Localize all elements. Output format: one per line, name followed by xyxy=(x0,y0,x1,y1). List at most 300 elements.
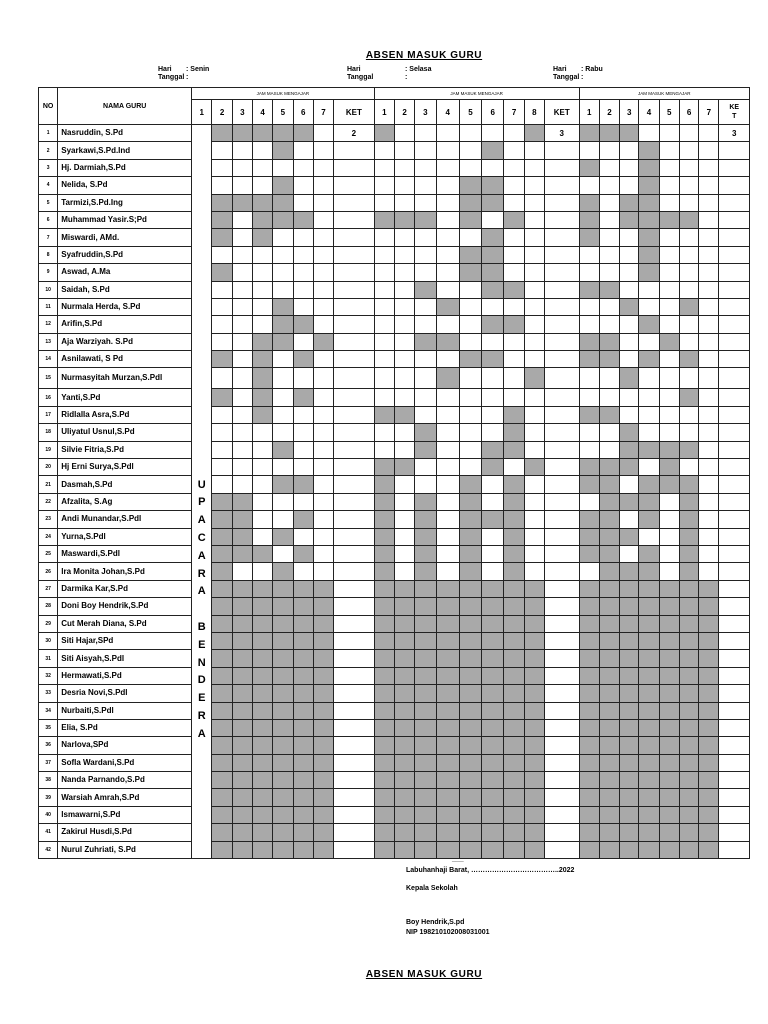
attendance-cell[interactable] xyxy=(699,264,719,281)
attendance-cell[interactable] xyxy=(394,806,414,823)
attendance-cell[interactable] xyxy=(524,667,544,684)
attendance-cell[interactable] xyxy=(436,806,459,823)
attendance-cell[interactable] xyxy=(273,632,293,649)
attendance-cell[interactable] xyxy=(273,528,293,545)
attendance-cell[interactable] xyxy=(599,142,619,159)
attendance-cell[interactable] xyxy=(599,685,619,702)
attendance-cell[interactable] xyxy=(459,737,481,754)
attendance-cell[interactable] xyxy=(232,264,252,281)
attendance-cell[interactable] xyxy=(293,824,313,841)
attendance-cell[interactable] xyxy=(699,685,719,702)
attendance-cell[interactable] xyxy=(579,142,599,159)
attendance-cell[interactable] xyxy=(415,528,436,545)
attendance-cell[interactable] xyxy=(273,650,293,667)
attendance-cell[interactable] xyxy=(232,650,252,667)
attendance-cell[interactable] xyxy=(252,789,272,806)
attendance-cell[interactable] xyxy=(394,459,414,476)
attendance-cell[interactable] xyxy=(620,368,639,389)
attendance-cell[interactable] xyxy=(436,545,459,562)
attendance-cell[interactable] xyxy=(699,194,719,211)
attendance-cell[interactable] xyxy=(524,824,544,841)
attendance-cell[interactable] xyxy=(374,368,394,389)
ket-cell[interactable] xyxy=(334,316,375,333)
attendance-cell[interactable] xyxy=(252,229,272,246)
attendance-cell[interactable] xyxy=(659,824,679,841)
attendance-cell[interactable] xyxy=(212,719,232,736)
attendance-cell[interactable] xyxy=(313,737,333,754)
attendance-cell[interactable] xyxy=(273,702,293,719)
attendance-cell[interactable] xyxy=(524,333,544,350)
attendance-cell[interactable] xyxy=(699,528,719,545)
attendance-cell[interactable] xyxy=(699,772,719,789)
attendance-cell[interactable] xyxy=(415,545,436,562)
ket-cell[interactable] xyxy=(334,389,375,406)
attendance-cell[interactable] xyxy=(620,545,639,562)
attendance-cell[interactable] xyxy=(459,476,481,493)
attendance-cell[interactable] xyxy=(293,125,313,142)
ket-cell[interactable] xyxy=(334,702,375,719)
attendance-cell[interactable] xyxy=(252,142,272,159)
attendance-cell[interactable] xyxy=(482,281,504,298)
attendance-cell[interactable] xyxy=(659,333,679,350)
attendance-cell[interactable] xyxy=(374,125,394,142)
attendance-cell[interactable] xyxy=(599,754,619,771)
attendance-cell[interactable] xyxy=(459,441,481,458)
attendance-cell[interactable] xyxy=(374,685,394,702)
attendance-cell[interactable] xyxy=(293,615,313,632)
attendance-cell[interactable] xyxy=(293,754,313,771)
attendance-cell[interactable] xyxy=(252,632,272,649)
attendance-cell[interactable] xyxy=(436,229,459,246)
attendance-cell[interactable] xyxy=(620,246,639,263)
attendance-cell[interactable] xyxy=(699,424,719,441)
attendance-cell[interactable] xyxy=(415,177,436,194)
attendance-cell[interactable] xyxy=(232,632,252,649)
attendance-cell[interactable] xyxy=(394,316,414,333)
attendance-cell[interactable] xyxy=(524,211,544,228)
attendance-cell[interactable] xyxy=(394,211,414,228)
attendance-cell[interactable] xyxy=(394,615,414,632)
attendance-cell[interactable] xyxy=(459,650,481,667)
attendance-cell[interactable] xyxy=(394,511,414,528)
attendance-cell[interactable] xyxy=(579,424,599,441)
ket-cell[interactable] xyxy=(544,246,579,263)
attendance-cell[interactable] xyxy=(273,545,293,562)
attendance-cell[interactable] xyxy=(374,211,394,228)
ket-cell[interactable] xyxy=(334,598,375,615)
ket-cell[interactable] xyxy=(334,194,375,211)
attendance-cell[interactable] xyxy=(504,459,524,476)
attendance-cell[interactable] xyxy=(212,142,232,159)
attendance-cell[interactable] xyxy=(504,580,524,597)
attendance-cell[interactable] xyxy=(313,789,333,806)
attendance-cell[interactable] xyxy=(482,368,504,389)
attendance-cell[interactable] xyxy=(252,824,272,841)
attendance-cell[interactable] xyxy=(659,719,679,736)
attendance-cell[interactable] xyxy=(415,476,436,493)
attendance-cell[interactable] xyxy=(459,298,481,315)
attendance-cell[interactable] xyxy=(252,702,272,719)
attendance-cell[interactable] xyxy=(313,441,333,458)
attendance-cell[interactable] xyxy=(699,459,719,476)
attendance-cell[interactable] xyxy=(679,368,698,389)
attendance-cell[interactable] xyxy=(482,298,504,315)
ket-cell[interactable] xyxy=(334,719,375,736)
ket-cell[interactable] xyxy=(334,177,375,194)
attendance-cell[interactable] xyxy=(482,406,504,423)
attendance-cell[interactable] xyxy=(293,211,313,228)
attendance-cell[interactable] xyxy=(482,772,504,789)
attendance-cell[interactable] xyxy=(374,545,394,562)
attendance-cell[interactable] xyxy=(374,580,394,597)
attendance-cell[interactable] xyxy=(212,264,232,281)
ket-cell[interactable] xyxy=(544,841,579,858)
attendance-cell[interactable] xyxy=(273,424,293,441)
attendance-cell[interactable] xyxy=(436,598,459,615)
attendance-cell[interactable] xyxy=(599,789,619,806)
attendance-cell[interactable] xyxy=(394,772,414,789)
attendance-cell[interactable] xyxy=(639,667,659,684)
attendance-cell[interactable] xyxy=(679,441,698,458)
ket-cell[interactable] xyxy=(334,667,375,684)
attendance-cell[interactable] xyxy=(293,459,313,476)
attendance-cell[interactable] xyxy=(599,159,619,176)
attendance-cell[interactable] xyxy=(273,824,293,841)
attendance-cell[interactable] xyxy=(436,737,459,754)
ket-cell[interactable]: 3 xyxy=(719,125,750,142)
ket-cell[interactable] xyxy=(719,476,750,493)
attendance-cell[interactable] xyxy=(659,194,679,211)
attendance-cell[interactable] xyxy=(639,598,659,615)
ket-cell[interactable] xyxy=(334,333,375,350)
attendance-cell[interactable] xyxy=(212,406,232,423)
attendance-cell[interactable] xyxy=(313,281,333,298)
attendance-cell[interactable] xyxy=(436,159,459,176)
attendance-cell[interactable] xyxy=(639,685,659,702)
attendance-cell[interactable] xyxy=(436,476,459,493)
attendance-cell[interactable] xyxy=(252,841,272,858)
attendance-cell[interactable] xyxy=(394,406,414,423)
attendance-cell[interactable] xyxy=(252,459,272,476)
attendance-cell[interactable] xyxy=(394,333,414,350)
attendance-cell[interactable] xyxy=(679,459,698,476)
ket-cell[interactable] xyxy=(544,719,579,736)
attendance-cell[interactable] xyxy=(232,424,252,441)
attendance-cell[interactable] xyxy=(212,772,232,789)
attendance-cell[interactable] xyxy=(524,841,544,858)
attendance-cell[interactable] xyxy=(599,563,619,580)
ket-cell[interactable] xyxy=(544,406,579,423)
attendance-cell[interactable] xyxy=(459,125,481,142)
attendance-cell[interactable] xyxy=(436,142,459,159)
attendance-cell[interactable] xyxy=(599,598,619,615)
attendance-cell[interactable] xyxy=(436,632,459,649)
attendance-cell[interactable] xyxy=(313,459,333,476)
attendance-cell[interactable] xyxy=(459,368,481,389)
attendance-cell[interactable] xyxy=(699,389,719,406)
attendance-cell[interactable] xyxy=(482,159,504,176)
attendance-cell[interactable] xyxy=(659,650,679,667)
attendance-cell[interactable] xyxy=(436,528,459,545)
attendance-cell[interactable] xyxy=(252,159,272,176)
attendance-cell[interactable] xyxy=(394,424,414,441)
attendance-cell[interactable] xyxy=(524,789,544,806)
ket-cell[interactable] xyxy=(719,333,750,350)
attendance-cell[interactable] xyxy=(599,667,619,684)
attendance-cell[interactable] xyxy=(659,754,679,771)
attendance-cell[interactable] xyxy=(459,789,481,806)
attendance-cell[interactable] xyxy=(252,194,272,211)
attendance-cell[interactable] xyxy=(679,615,698,632)
attendance-cell[interactable] xyxy=(524,194,544,211)
attendance-cell[interactable] xyxy=(273,281,293,298)
attendance-cell[interactable] xyxy=(679,598,698,615)
attendance-cell[interactable] xyxy=(504,545,524,562)
attendance-cell[interactable] xyxy=(504,563,524,580)
attendance-cell[interactable] xyxy=(293,424,313,441)
attendance-cell[interactable] xyxy=(620,441,639,458)
attendance-cell[interactable] xyxy=(459,159,481,176)
attendance-cell[interactable] xyxy=(436,719,459,736)
ket-cell[interactable] xyxy=(544,563,579,580)
attendance-cell[interactable] xyxy=(659,459,679,476)
attendance-cell[interactable] xyxy=(273,580,293,597)
attendance-cell[interactable] xyxy=(415,737,436,754)
attendance-cell[interactable] xyxy=(273,389,293,406)
attendance-cell[interactable] xyxy=(482,511,504,528)
ket-cell[interactable] xyxy=(719,229,750,246)
attendance-cell[interactable] xyxy=(313,598,333,615)
attendance-cell[interactable] xyxy=(482,563,504,580)
attendance-cell[interactable] xyxy=(524,406,544,423)
attendance-cell[interactable] xyxy=(620,264,639,281)
attendance-cell[interactable] xyxy=(579,528,599,545)
attendance-cell[interactable] xyxy=(252,563,272,580)
ket-cell[interactable] xyxy=(544,333,579,350)
attendance-cell[interactable] xyxy=(482,211,504,228)
attendance-cell[interactable] xyxy=(599,125,619,142)
attendance-cell[interactable] xyxy=(252,615,272,632)
attendance-cell[interactable] xyxy=(313,298,333,315)
attendance-cell[interactable] xyxy=(232,459,252,476)
attendance-cell[interactable] xyxy=(212,841,232,858)
attendance-cell[interactable] xyxy=(394,194,414,211)
attendance-cell[interactable] xyxy=(504,298,524,315)
attendance-cell[interactable] xyxy=(599,211,619,228)
attendance-cell[interactable] xyxy=(482,246,504,263)
attendance-cell[interactable] xyxy=(273,615,293,632)
ket-cell[interactable] xyxy=(334,142,375,159)
ket-cell[interactable] xyxy=(334,650,375,667)
ket-cell[interactable] xyxy=(544,316,579,333)
attendance-cell[interactable] xyxy=(504,316,524,333)
attendance-cell[interactable] xyxy=(639,737,659,754)
attendance-cell[interactable] xyxy=(436,563,459,580)
ket-cell[interactable] xyxy=(719,368,750,389)
attendance-cell[interactable] xyxy=(232,194,252,211)
ket-cell[interactable] xyxy=(719,351,750,368)
attendance-cell[interactable] xyxy=(436,368,459,389)
attendance-cell[interactable] xyxy=(579,246,599,263)
attendance-cell[interactable] xyxy=(639,702,659,719)
attendance-cell[interactable] xyxy=(273,177,293,194)
ket-cell[interactable] xyxy=(544,545,579,562)
attendance-cell[interactable] xyxy=(459,493,481,510)
attendance-cell[interactable] xyxy=(273,229,293,246)
attendance-cell[interactable] xyxy=(252,351,272,368)
attendance-cell[interactable] xyxy=(639,545,659,562)
attendance-cell[interactable] xyxy=(252,580,272,597)
attendance-cell[interactable] xyxy=(232,333,252,350)
attendance-cell[interactable] xyxy=(524,615,544,632)
attendance-cell[interactable] xyxy=(679,125,698,142)
ket-cell[interactable] xyxy=(719,441,750,458)
ket-cell[interactable] xyxy=(544,441,579,458)
attendance-cell[interactable] xyxy=(252,281,272,298)
attendance-cell[interactable] xyxy=(639,459,659,476)
attendance-cell[interactable] xyxy=(374,333,394,350)
attendance-cell[interactable] xyxy=(524,246,544,263)
attendance-cell[interactable] xyxy=(699,511,719,528)
attendance-cell[interactable] xyxy=(436,650,459,667)
ket-cell[interactable] xyxy=(334,298,375,315)
ket-cell[interactable] xyxy=(544,754,579,771)
attendance-cell[interactable] xyxy=(482,194,504,211)
attendance-cell[interactable] xyxy=(482,493,504,510)
attendance-cell[interactable] xyxy=(313,580,333,597)
attendance-cell[interactable] xyxy=(232,493,252,510)
attendance-cell[interactable] xyxy=(436,246,459,263)
attendance-cell[interactable] xyxy=(504,493,524,510)
attendance-cell[interactable] xyxy=(579,754,599,771)
attendance-cell[interactable] xyxy=(659,351,679,368)
attendance-cell[interactable] xyxy=(679,246,698,263)
attendance-cell[interactable] xyxy=(415,298,436,315)
attendance-cell[interactable] xyxy=(273,125,293,142)
attendance-cell[interactable] xyxy=(639,824,659,841)
attendance-cell[interactable] xyxy=(579,281,599,298)
ket-cell[interactable] xyxy=(719,459,750,476)
attendance-cell[interactable] xyxy=(459,702,481,719)
attendance-cell[interactable] xyxy=(482,598,504,615)
ket-cell[interactable] xyxy=(334,406,375,423)
attendance-cell[interactable] xyxy=(599,264,619,281)
attendance-cell[interactable] xyxy=(459,333,481,350)
attendance-cell[interactable] xyxy=(459,142,481,159)
attendance-cell[interactable] xyxy=(524,772,544,789)
attendance-cell[interactable] xyxy=(459,177,481,194)
attendance-cell[interactable] xyxy=(293,316,313,333)
attendance-cell[interactable] xyxy=(232,476,252,493)
attendance-cell[interactable] xyxy=(579,406,599,423)
attendance-cell[interactable] xyxy=(620,772,639,789)
attendance-cell[interactable] xyxy=(273,316,293,333)
attendance-cell[interactable] xyxy=(639,142,659,159)
attendance-cell[interactable] xyxy=(313,142,333,159)
attendance-cell[interactable] xyxy=(620,125,639,142)
ket-cell[interactable] xyxy=(544,229,579,246)
attendance-cell[interactable] xyxy=(212,389,232,406)
attendance-cell[interactable] xyxy=(273,368,293,389)
attendance-cell[interactable] xyxy=(599,333,619,350)
attendance-cell[interactable] xyxy=(212,632,232,649)
attendance-cell[interactable] xyxy=(679,476,698,493)
attendance-cell[interactable] xyxy=(620,528,639,545)
attendance-cell[interactable] xyxy=(273,142,293,159)
attendance-cell[interactable] xyxy=(620,211,639,228)
attendance-cell[interactable] xyxy=(459,598,481,615)
attendance-cell[interactable] xyxy=(436,685,459,702)
attendance-cell[interactable] xyxy=(699,125,719,142)
attendance-cell[interactable] xyxy=(524,754,544,771)
attendance-cell[interactable] xyxy=(232,806,252,823)
attendance-cell[interactable] xyxy=(699,754,719,771)
attendance-cell[interactable] xyxy=(394,351,414,368)
attendance-cell[interactable] xyxy=(620,229,639,246)
ket-cell[interactable]: 3 xyxy=(544,125,579,142)
ket-cell[interactable] xyxy=(334,632,375,649)
attendance-cell[interactable] xyxy=(212,754,232,771)
attendance-cell[interactable] xyxy=(699,441,719,458)
attendance-cell[interactable] xyxy=(482,125,504,142)
attendance-cell[interactable] xyxy=(313,159,333,176)
ket-cell[interactable] xyxy=(719,598,750,615)
attendance-cell[interactable] xyxy=(313,667,333,684)
attendance-cell[interactable] xyxy=(482,685,504,702)
attendance-cell[interactable] xyxy=(313,824,333,841)
attendance-cell[interactable] xyxy=(679,737,698,754)
attendance-cell[interactable] xyxy=(212,424,232,441)
ket-cell[interactable] xyxy=(544,264,579,281)
attendance-cell[interactable] xyxy=(252,650,272,667)
attendance-cell[interactable] xyxy=(394,598,414,615)
attendance-cell[interactable] xyxy=(599,424,619,441)
attendance-cell[interactable] xyxy=(599,528,619,545)
attendance-cell[interactable] xyxy=(679,528,698,545)
attendance-cell[interactable] xyxy=(436,424,459,441)
attendance-cell[interactable] xyxy=(436,580,459,597)
attendance-cell[interactable] xyxy=(482,580,504,597)
attendance-cell[interactable] xyxy=(459,719,481,736)
attendance-cell[interactable] xyxy=(699,563,719,580)
ket-cell[interactable] xyxy=(334,441,375,458)
attendance-cell[interactable] xyxy=(232,281,252,298)
attendance-cell[interactable] xyxy=(599,511,619,528)
attendance-cell[interactable] xyxy=(699,632,719,649)
ket-cell[interactable]: 2 xyxy=(334,125,375,142)
attendance-cell[interactable] xyxy=(659,316,679,333)
ket-cell[interactable] xyxy=(719,316,750,333)
attendance-cell[interactable] xyxy=(599,229,619,246)
ket-cell[interactable] xyxy=(334,545,375,562)
attendance-cell[interactable] xyxy=(252,177,272,194)
attendance-cell[interactable] xyxy=(679,159,698,176)
attendance-cell[interactable] xyxy=(212,789,232,806)
attendance-cell[interactable] xyxy=(415,142,436,159)
ket-cell[interactable] xyxy=(544,177,579,194)
attendance-cell[interactable] xyxy=(252,685,272,702)
attendance-cell[interactable] xyxy=(313,719,333,736)
attendance-cell[interactable] xyxy=(504,368,524,389)
attendance-cell[interactable] xyxy=(679,229,698,246)
attendance-cell[interactable] xyxy=(415,754,436,771)
attendance-cell[interactable] xyxy=(273,667,293,684)
attendance-cell[interactable] xyxy=(232,824,252,841)
ket-cell[interactable] xyxy=(544,685,579,702)
attendance-cell[interactable] xyxy=(273,737,293,754)
attendance-cell[interactable] xyxy=(620,459,639,476)
attendance-cell[interactable] xyxy=(659,211,679,228)
